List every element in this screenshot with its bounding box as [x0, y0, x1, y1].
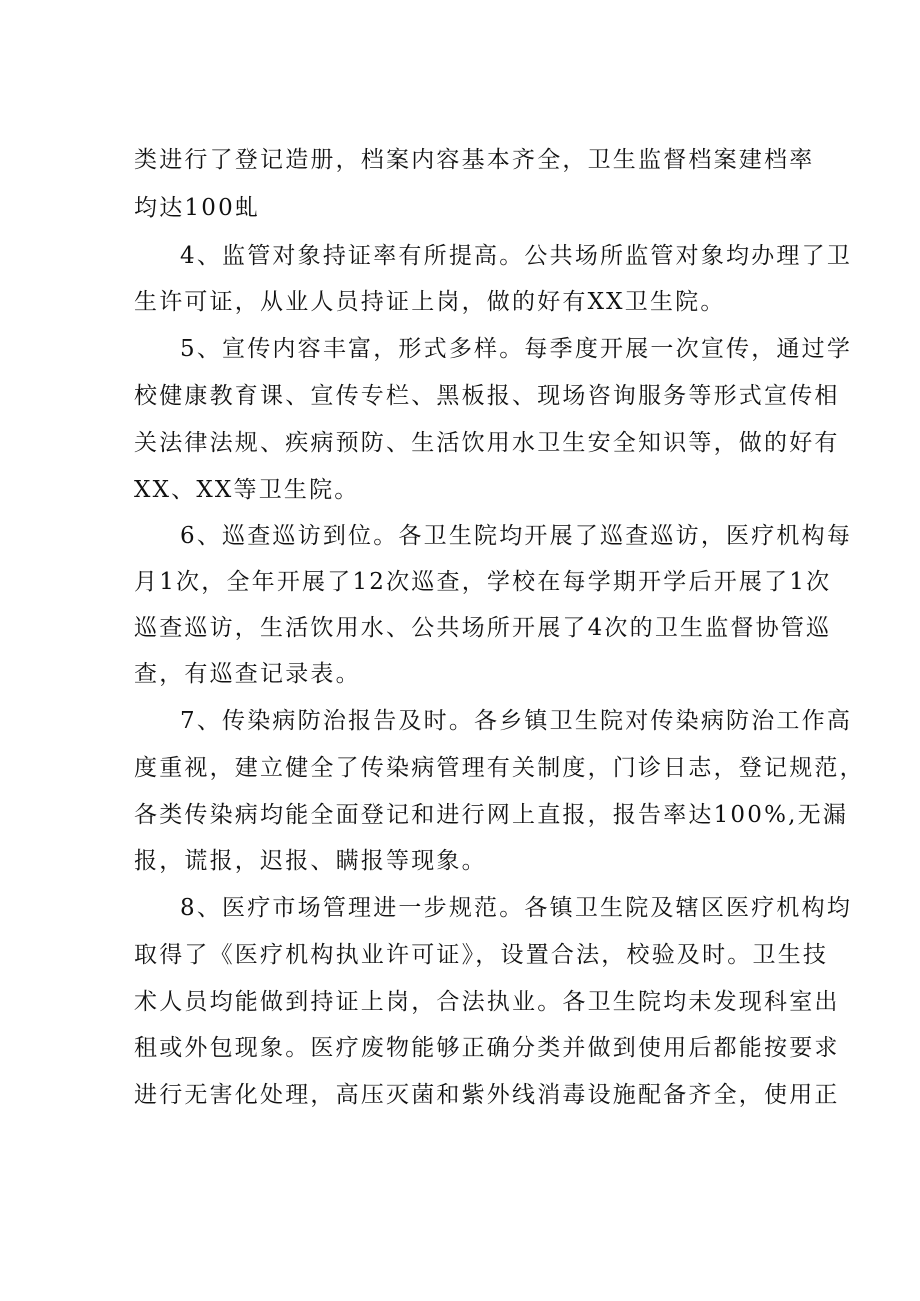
paragraph-7-line-2: 度重视，建立健全了传染病管理有关制度，门诊日志，登记规范，: [134, 755, 865, 781]
text-line-1: 类进行了登记造册，档案内容基本齐全，卫生监督档案建档率: [134, 147, 815, 173]
paragraph-6-line-2: 月1次，全年开展了12次巡查，学校在每学期开学后开展了1次: [134, 569, 832, 595]
paragraph-7-line-4: 报，谎报，迟报、瞒报等现象。: [134, 848, 487, 874]
paragraph-6-line-4: 查，有巡查记录表。: [134, 661, 361, 687]
paragraph-4-line-1: 4、监管对象持证率有所提高。公共场所监管对象均办理了卫: [180, 243, 853, 269]
paragraph-5-line-2: 校健康教育课、宣传专栏、黑板报、现场咨询服务等形式宣传相: [134, 383, 840, 409]
paragraph-8-line-1: 8、医疗市场管理进一步规范。各镇卫生院及辖区医疗机构均: [180, 895, 853, 921]
paragraph-7-line-1: 7、传染病防治报告及时。各乡镇卫生院对传染病防治工作高: [180, 708, 853, 734]
text-line-2: 均达100虬: [134, 195, 261, 221]
paragraph-6-line-3: 巡查巡访，生活饮用水、公共场所开展了4次的卫生监督协管巡: [134, 615, 832, 641]
paragraph-5-line-3: 关法律法规、疾病预防、生活饮用水卫生安全知识等，做的好有: [134, 430, 840, 456]
paragraph-4-line-2: 生许可证，从业人员持证上岗，做的好有XX卫生院。: [134, 289, 726, 315]
paragraph-8-line-5: 进行无害化处理，高压灭菌和紫外线消毒设施配备齐全，使用正: [134, 1082, 840, 1108]
paragraph-7-line-3: 各类传染病均能全面登记和进行网上直报，报告率达100%,无漏: [134, 802, 849, 828]
paragraph-8-line-4: 租或外包现象。医疗废物能够正确分类并做到使用后都能按要求: [134, 1035, 840, 1061]
paragraph-8-line-2: 取得了《医疗机构执业许可证》，设置合法，校验及时。卫生技: [134, 942, 829, 968]
paragraph-5-line-4: XX、XX等卫生院。: [134, 477, 360, 503]
paragraph-5-line-1: 5、宣传内容丰富，形式多样。每季度开展一次宣传，通过学: [180, 336, 853, 362]
paragraph-6-line-1: 6、巡查巡访到位。各卫生院均开展了巡查巡访，医疗机构每: [180, 523, 853, 549]
paragraph-8-line-3: 术人员均能做到持证上岗，合法执业。各卫生院均未发现科室出: [134, 989, 840, 1015]
